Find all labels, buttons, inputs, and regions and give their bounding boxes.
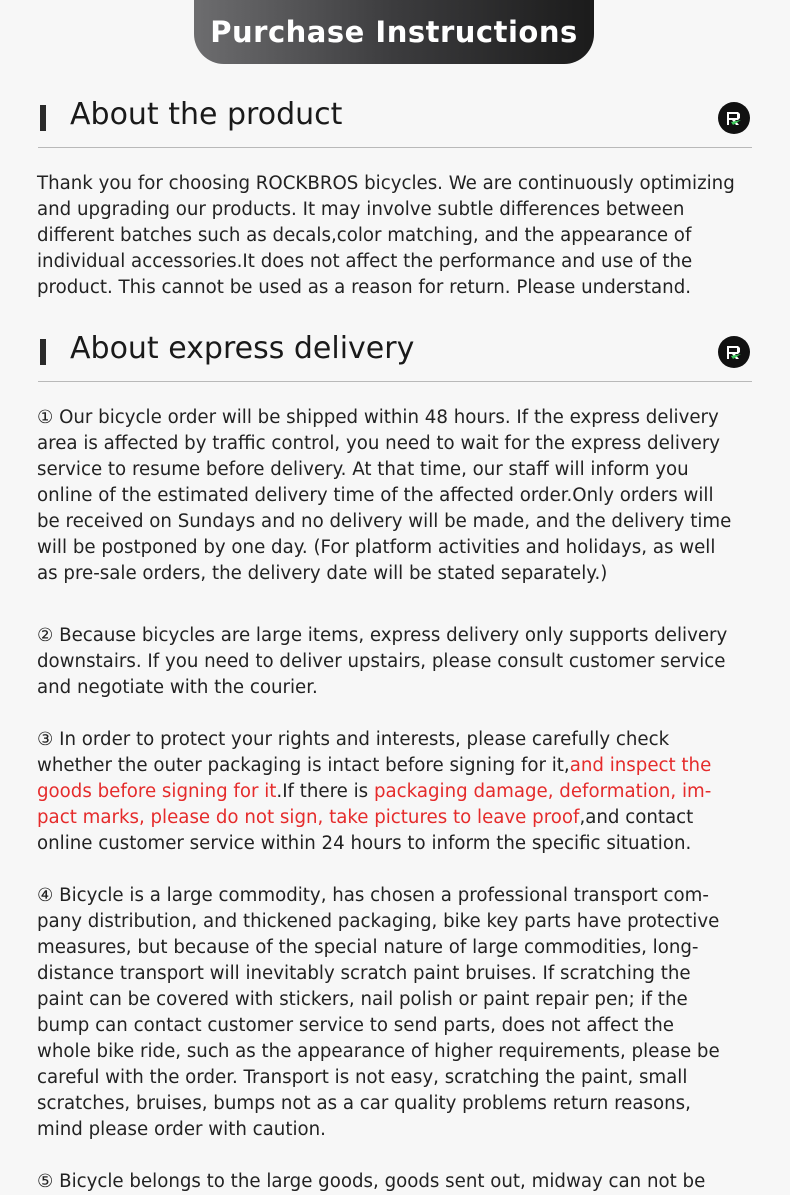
text-line: individual accessories.It does not affect the performance and use of the (37, 251, 693, 272)
delivery-item-3 (37, 727, 789, 857)
text-line: area is affected by traffic control, you need to wait for the express delivery (37, 433, 721, 454)
text-line: and upgrading our products. It may involve subtle differences between (37, 199, 685, 220)
product-description (37, 171, 789, 301)
highlight-text: packaging damage, deformation, im- (373, 781, 712, 802)
section-title-delivery: About express delivery (70, 331, 415, 366)
delivery-item-4 (37, 883, 789, 1143)
text-segment: .If there is (276, 781, 374, 802)
text-line: ② Because bicycles are large items, express delivery only supports delivery (37, 625, 728, 646)
section-marker (40, 105, 46, 131)
text-line: online customer service within 24 hours to inform the specific situation. (37, 833, 692, 854)
text-line (37, 805, 789, 831)
text-line (37, 753, 789, 779)
text-line: and negotiate with the courier. (37, 677, 318, 698)
text-line: online of the estimated delivery time of the affected order.Only orders will (37, 485, 714, 506)
section-header-delivery (38, 321, 752, 382)
delivery-item-1 (37, 405, 789, 587)
section-marker (40, 339, 46, 365)
section-header-product (38, 87, 752, 148)
highlight-text: and inspect the (569, 755, 712, 776)
text-line: ④ Bicycle is a large commodity, has chosen a professional transport com- (37, 885, 709, 906)
section-title-product: About the product (70, 97, 343, 132)
text-line: will be postponed by one day. (For platform activities and holidays, as well (37, 537, 716, 558)
text-segment: whether the outer packaging is intact before signing for it, (37, 755, 570, 776)
text-line: be received on Sundays and no delivery will be made, and the delivery time (37, 511, 732, 532)
text-line: service to resume before delivery. At that time, our staff will inform you (37, 459, 689, 480)
text-line: careful with the order. Transport is not easy, scratching the paint, small (37, 1067, 688, 1088)
text-line: scratches, bruises, bumps not as a car quality problems return reasons, (37, 1093, 691, 1114)
text-line: different batches such as decals,color matching, and the appearance of (37, 225, 692, 246)
text-line: ① Our bicycle order will be shipped within 48 hours. If the express delivery (37, 407, 719, 428)
text-line: paint can be covered with stickers, nail polish or paint repair pen; if the (37, 989, 688, 1010)
delivery-item-2 (37, 623, 789, 701)
text-line: as pre-sale orders, the delivery date will be stated separately.) (37, 563, 608, 584)
text-line: measures, but because of the special nature of large commodities, long- (37, 937, 699, 958)
purchase-instructions-banner (194, 0, 594, 64)
text-line: product. This cannot be used as a reason for return. Please understand. (37, 277, 692, 298)
text-line: whole bike ride, such as the appearance of higher requirements, please be (37, 1041, 720, 1062)
text-line: ③ In order to protect your rights and interests, please carefully check (37, 729, 670, 750)
highlight-text: goods before signing for it (37, 781, 277, 802)
rockbros-logo-icon (718, 336, 750, 368)
text-segment: ,and contact (579, 807, 694, 828)
text-line (37, 779, 789, 805)
banner-title: Purchase Instructions (210, 15, 578, 49)
text-line: downstairs. If you need to deliver upstairs, please consult customer service (37, 651, 726, 672)
text-line: bump can contact customer service to send parts, does not affect the (37, 1015, 674, 1036)
delivery-item-5 (37, 1169, 789, 1195)
text-line: ⑤ Bicycle belongs to the large goods, goods sent out, midway can not be (37, 1171, 706, 1192)
text-line: mind please order with caution. (37, 1119, 326, 1140)
text-line: distance transport will inevitably scratch paint bruises. If scratching the (37, 963, 691, 984)
text-line: Thank you for choosing ROCKBROS bicycles. We are continuously optimizing (37, 173, 735, 194)
rockbros-logo-icon (718, 102, 750, 134)
highlight-text: pact marks, please do not sign, take pictures to leave proof (37, 807, 580, 828)
text-line: pany distribution, and thickened packaging, bike key parts have protective (37, 911, 720, 932)
